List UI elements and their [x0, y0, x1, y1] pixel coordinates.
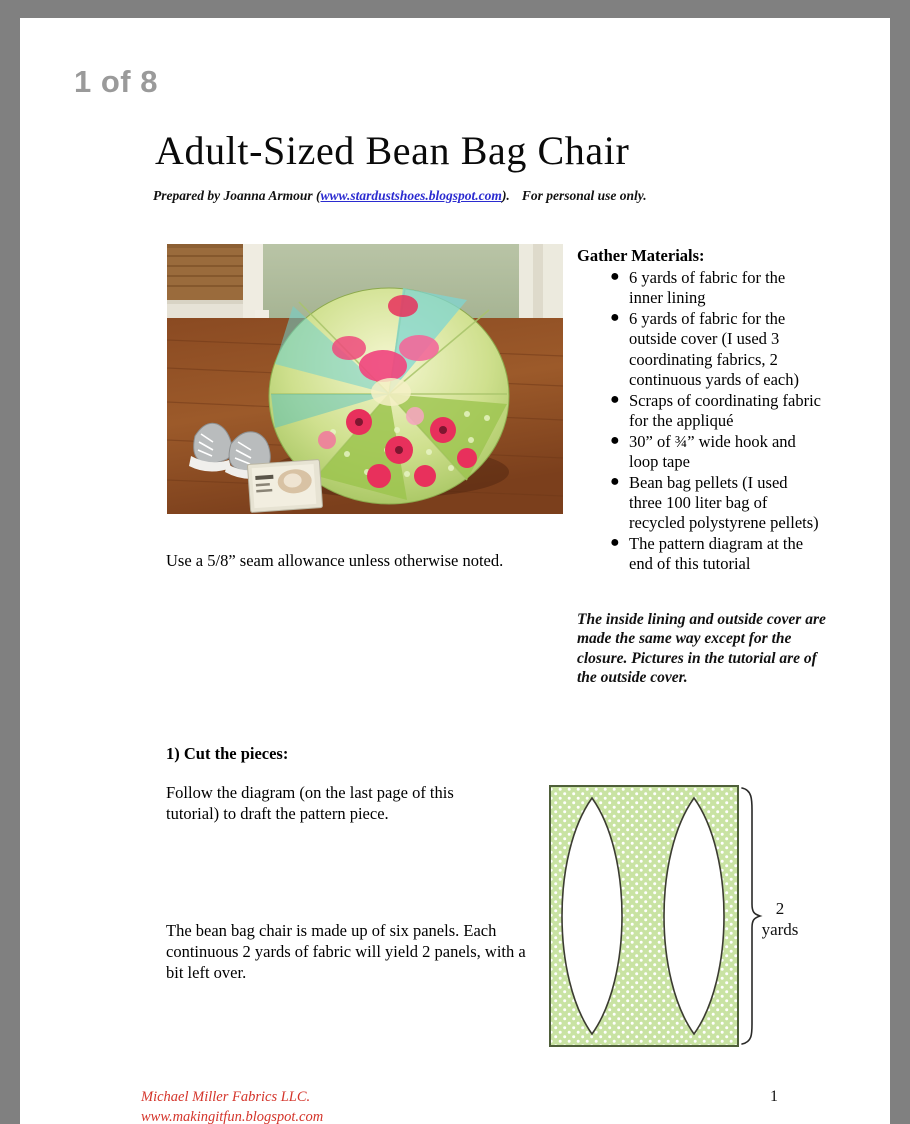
- step-1-paragraph-2: The bean bag chair is made up of six panels. Each continuous 2 yards of fabric will yield 2 panels, with a bit left over.: [166, 921, 526, 982]
- list-item-label: Scraps of coordinating fabric for the appliqué: [629, 390, 821, 431]
- list-item: [610, 268, 822, 309]
- pattern-diagram-svg: [540, 778, 800, 1063]
- list-item-label: 6 yards of fabric for the outside cover (I used 3 coordinating fabrics, 2 continuous yards of each): [629, 308, 799, 390]
- list-item: [610, 308, 822, 391]
- lining-cover-note: The inside lining and outside cover are made the same way except for the closure. Pictures in the tutorial are of the outside cover.: [577, 611, 826, 687]
- diagram-label-unit: yards: [761, 920, 799, 939]
- author-blog-link[interactable]: www.stardustshoes.blogspot.com: [320, 188, 502, 203]
- page-indicator: 1 of 8: [74, 64, 158, 99]
- bullet-icon: ●: [610, 308, 620, 326]
- list-item: [610, 431, 822, 473]
- bullet-icon: ●: [610, 431, 620, 449]
- page-number: 1: [770, 1088, 778, 1105]
- step-1-heading: 1) Cut the pieces:: [166, 744, 289, 763]
- page-title: Adult-Sized Bean Bag Chair: [155, 128, 630, 173]
- byline-prefix: Prepared by Joanna Armour (: [153, 188, 321, 203]
- footer-credit: [141, 1088, 323, 1124]
- list-item-label: 30” of ¾” wide hook and loop tape: [629, 431, 796, 472]
- bean-bag-chair-photo: [167, 244, 563, 514]
- list-item: [610, 472, 822, 534]
- bullet-icon: ●: [610, 533, 620, 551]
- photo-illustration: [167, 244, 563, 514]
- list-item-label: The pattern diagram at the end of this tutorial: [629, 533, 804, 574]
- footer-website[interactable]: www.makingitfun.blogspot.com: [141, 1108, 324, 1124]
- byline-usage-note: For personal use only.: [521, 188, 647, 203]
- seam-allowance-note: Use a 5/8” seam allowance unless otherwise noted.: [166, 551, 504, 570]
- materials-heading: Gather Materials:: [577, 246, 705, 265]
- step-1-paragraph-1: Follow the diagram (on the last page of this tutorial) to draft the pattern piece.: [166, 783, 454, 823]
- byline-suffix: ).: [501, 188, 510, 203]
- bullet-icon: ●: [610, 268, 620, 285]
- list-item-label: Bean bag pellets (I used three 100 liter bag of recycled polystyrene pellets): [629, 472, 819, 533]
- byline: [153, 188, 813, 204]
- gather-materials-section: [577, 246, 822, 575]
- list-item-label: 6 yards of fabric for the inner lining: [629, 268, 786, 308]
- bullet-icon: ●: [610, 390, 620, 408]
- materials-list: [577, 268, 822, 575]
- diagram-label-value: 2: [775, 899, 785, 918]
- list-item: [610, 390, 822, 432]
- document-page: [20, 18, 890, 1124]
- brace-icon: [742, 788, 760, 1044]
- bullet-icon: ●: [610, 472, 620, 490]
- list-item: [610, 533, 822, 575]
- footer-company: Michael Miller Fabrics LLC.: [141, 1089, 311, 1105]
- pattern-diagram: [540, 778, 800, 1058]
